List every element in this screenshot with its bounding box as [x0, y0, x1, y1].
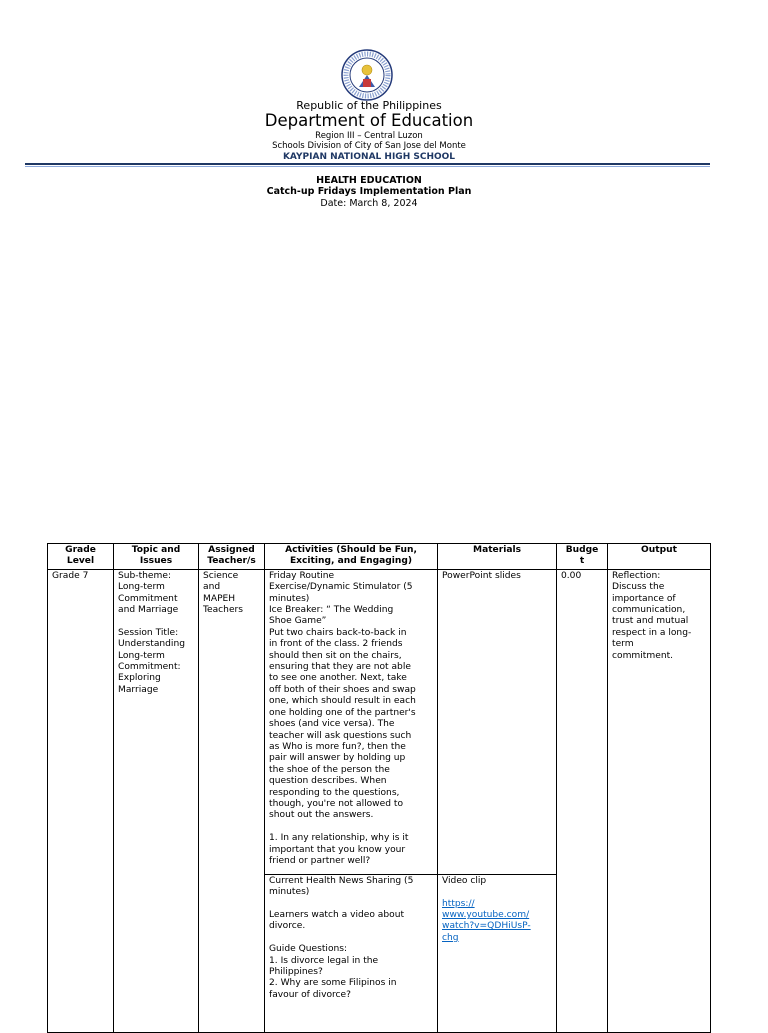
implementation-plan-table: [47, 543, 711, 1033]
activity-cell: Friday Routine Exercise/Dynamic Stimulator (5 minutes) Ice Breaker: “ The Wedding Shoe Game” Put two chairs back-to-back in in front of the class. 2 friends should then sit on the chairs, ensuring that they are not able to see one another. Next, take off both of their shoes and swap one, which should result in each one holding one of the partner's shoes (and vice versa). The teacher will ask questions such as Who is more fun?, then the pair will answer by holding up the shoe of the person the question describes. When responding to the questions, though, you're not allowed to shout out the answers. 1. In any relationship, why is it important that you know your friend or partner well?: [265, 569, 438, 874]
column-header-teachers: Assigned Teacher/s: [199, 544, 265, 570]
table-header-row: [48, 544, 711, 570]
table-row: [48, 569, 711, 874]
activity-cell: Current Health News Sharing (5 minutes) Learners watch a video about divorce. Guide Questions: 1. Is divorce legal in the Philippines? 2. Why are some Filipinos in favour of divorce?: [265, 874, 438, 1032]
deped-seal-icon: [341, 49, 393, 101]
country-name: Republic of the Philippines: [296, 99, 442, 112]
materials-cell: PowerPoint slides: [438, 569, 557, 874]
column-header-activities: Activities (Should be Fun, Exciting, and Engaging): [265, 544, 438, 570]
video-link[interactable]: https:// www.youtube.com/ watch?v=QDHiUsP- chg: [442, 898, 531, 943]
header-divider-thin: [25, 166, 710, 167]
plan-date: Date: March 8, 2024: [320, 198, 418, 209]
subject-title: HEALTH EDUCATION: [316, 175, 422, 186]
header-divider: [25, 163, 710, 165]
school-name: KAYPIAN NATIONAL HIGH SCHOOL: [282, 152, 456, 162]
division-name: Schools Division of City of San Jose del Monte: [272, 141, 466, 151]
materials-label: Video clip: [442, 875, 487, 886]
materials-cell: [438, 874, 557, 1032]
department-name: Department of Education: [264, 111, 474, 130]
budget-cell: 0.00: [557, 569, 608, 1032]
column-header-output: Output: [608, 544, 711, 570]
output-cell: Reflection: Discuss the importance of communication, trust and mutual respect in a long- term commitment.: [608, 569, 711, 1032]
region-name: Region III – Central Luzon: [315, 131, 423, 141]
topic-cell: Sub-theme: Long-term Commitment and Marriage Session Title: Understanding Long-term Commitment: Exploring Marriage: [114, 569, 199, 1032]
plan-title: Catch-up Fridays Implementation Plan: [266, 186, 472, 197]
teachers-cell: Science and MAPEH Teachers: [199, 569, 265, 1032]
column-header-grade: Grade Level: [48, 544, 114, 570]
column-header-materials: Materials: [438, 544, 557, 570]
column-header-budget: Budge t: [557, 544, 608, 570]
grade-cell: Grade 7: [48, 569, 114, 1032]
column-header-topic: Topic and Issues: [114, 544, 199, 570]
